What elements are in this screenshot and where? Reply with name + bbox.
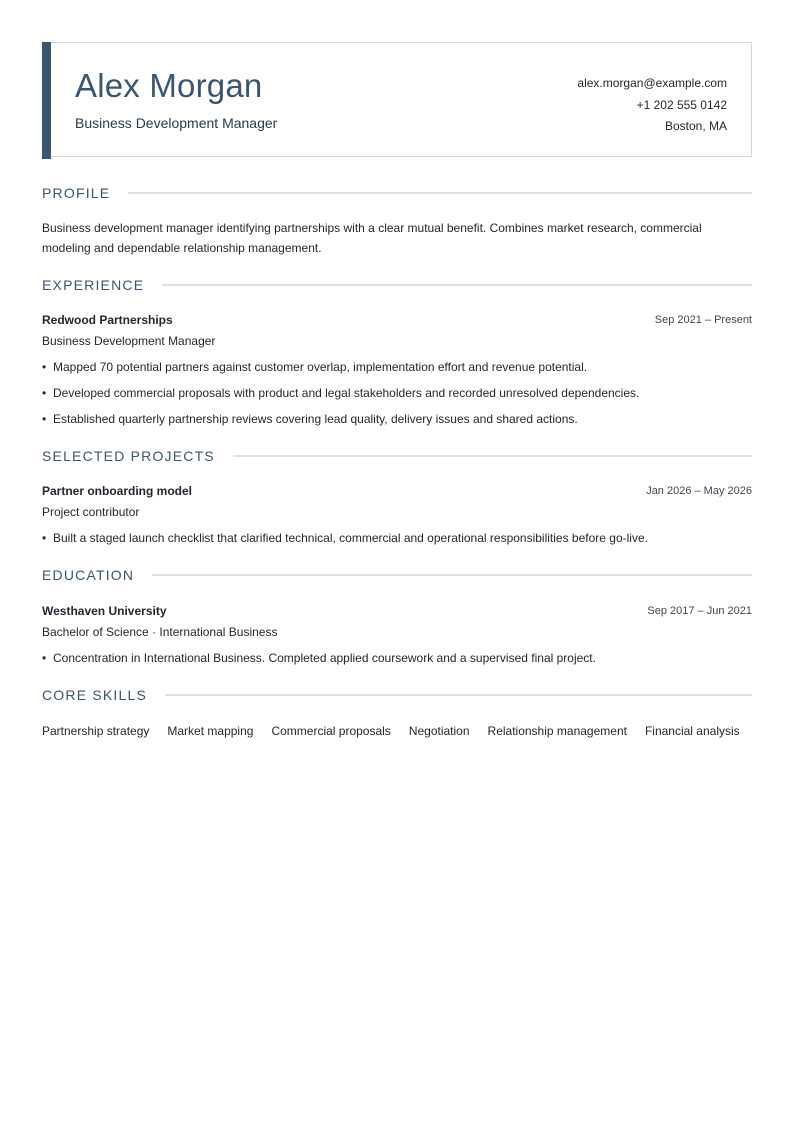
project-entry — [42, 483, 752, 546]
profile-text-line: modeling and dependable relationship management. — [42, 241, 322, 255]
contact-block — [577, 73, 727, 138]
project-bullets — [42, 530, 752, 546]
skill-item: Market mapping — [167, 724, 254, 738]
section-profile-heading — [42, 185, 752, 201]
education-school: Westhaven University — [42, 604, 167, 618]
project-name: Partner onboarding model — [42, 484, 193, 498]
skill-item: Commercial proposals — [271, 724, 391, 738]
bullet-glyph: • — [42, 386, 47, 400]
section-skills-heading — [42, 687, 752, 703]
section-title: SELECTED PROJECTS — [42, 448, 215, 464]
bullet-text: Concentration in International Business. Completed applied coursework and a supervised final project. — [53, 651, 596, 665]
bullet-text: Mapped 70 potential partners against customer overlap, implementation effort and revenue potential. — [53, 360, 588, 374]
experience-entry — [42, 312, 752, 427]
section-title: EXPERIENCE — [42, 277, 145, 293]
candidate-name: Alex Morgan — [75, 67, 263, 104]
resume-page — [42, 42, 752, 738]
bullet-glyph: • — [42, 412, 47, 426]
section-projects-heading — [42, 448, 752, 464]
list-item — [42, 650, 752, 666]
education-bullets — [42, 650, 752, 666]
skill-item: Financial analysis — [644, 724, 740, 738]
list-item — [42, 385, 752, 401]
skill-item: Relationship management — [487, 724, 627, 738]
project-dates: Jan 2026 – May 2026 — [646, 485, 752, 497]
section-title: EDUCATION — [42, 567, 135, 583]
education-degree: Bachelor of Science · International Business — [42, 625, 278, 639]
section-divider — [128, 192, 752, 194]
experience-dates: Sep 2021 – Present — [654, 314, 752, 326]
contact-location: Boston, MA — [664, 119, 727, 133]
section-title: CORE SKILLS — [42, 687, 148, 703]
bullet-text: Built a staged launch checklist that clarified technical, commercial and operational responsibilities before go-live. — [53, 531, 648, 545]
skills-list — [42, 723, 752, 739]
list-item — [42, 359, 752, 375]
bullet-text: Developed commercial proposals with product and legal stakeholders and recorded unresolved dependencies. — [53, 386, 640, 400]
skill-item: Partnership strategy — [42, 724, 150, 738]
experience-org: Redwood Partnerships — [42, 313, 173, 327]
experience-position: Business Development Manager — [42, 334, 216, 348]
bullet-glyph: • — [42, 360, 47, 374]
project-role: Project contributor — [42, 505, 140, 519]
section-divider — [162, 284, 752, 286]
section-divider — [152, 574, 752, 576]
skill-item: Negotiation — [408, 724, 470, 738]
profile-text-line: Business development manager identifying partnerships with a clear mutual benefit. Combines market research, commercial — [42, 221, 702, 235]
bullet-text: Established quarterly partnership reviews covering lead quality, delivery issues and shared actions. — [53, 412, 578, 426]
section-title: PROFILE — [42, 185, 111, 201]
section-divider — [233, 455, 752, 457]
header-card — [42, 42, 752, 157]
education-entry — [42, 603, 752, 666]
section-education-heading — [42, 567, 752, 583]
list-item — [42, 411, 752, 427]
experience-bullets — [42, 359, 752, 427]
contact-email[interactable]: alex.morgan@example.com — [577, 76, 727, 90]
bullet-glyph: • — [42, 531, 47, 545]
section-divider — [165, 694, 752, 696]
header-accent-bar — [42, 42, 51, 159]
bullet-glyph: • — [42, 651, 47, 665]
education-dates: Sep 2017 – Jun 2021 — [647, 605, 752, 617]
candidate-role: Business Development Manager — [75, 115, 278, 131]
contact-phone[interactable]: +1 202 555 0142 — [636, 97, 727, 112]
section-experience-heading — [42, 277, 752, 293]
profile-summary — [42, 218, 752, 258]
list-item — [42, 530, 752, 546]
